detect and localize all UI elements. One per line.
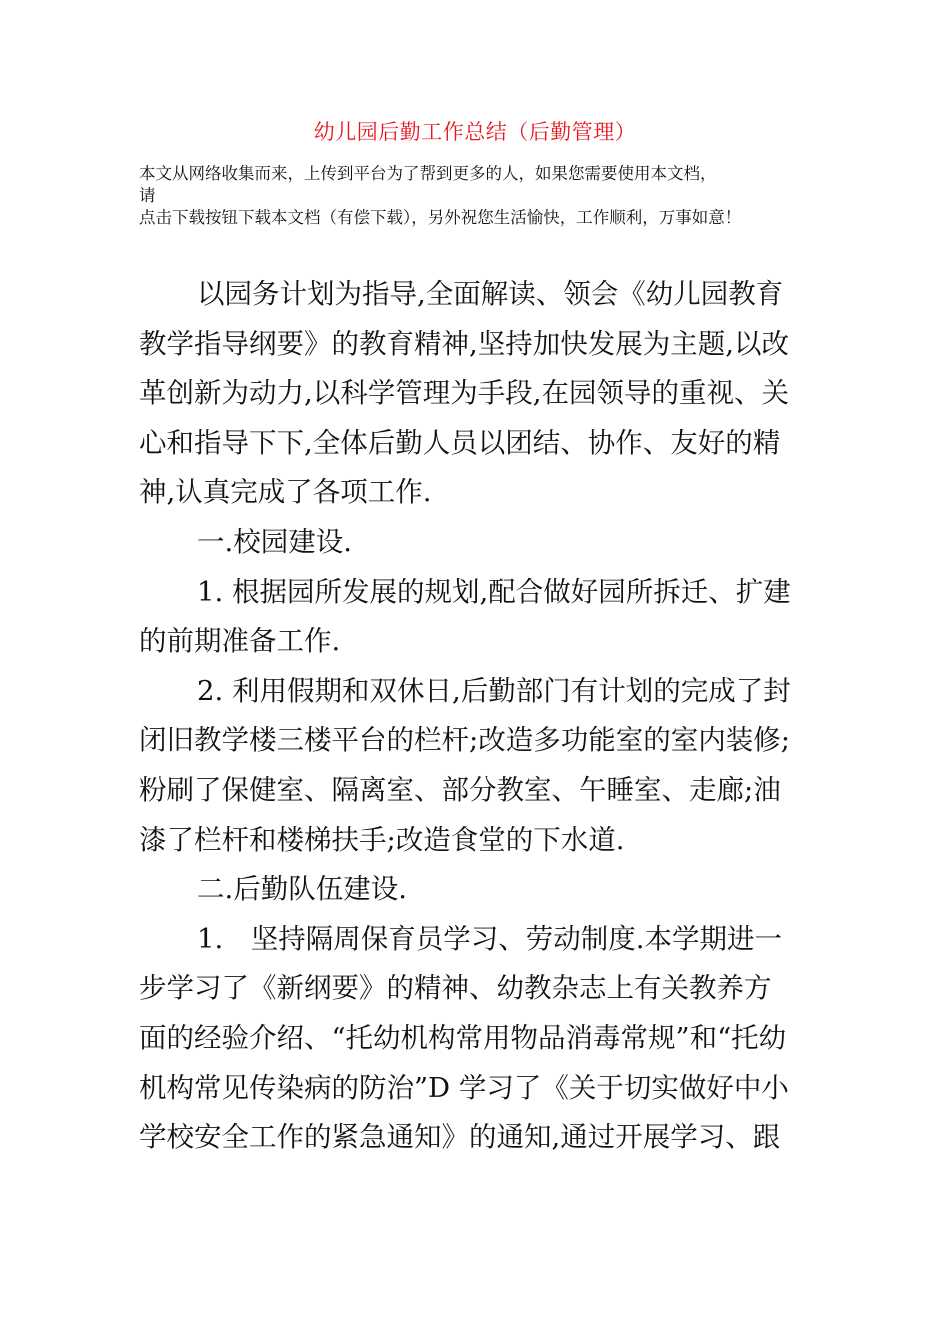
notice-line: 点击下载按钮下载本文档（有偿下载），另外祝您生活愉快，工作顺利，万事如意！ <box>139 208 742 227</box>
paragraph-line: 革创新为动力,以科学管理为手段,在园领导的重视、关 <box>139 377 789 410</box>
paragraph-line: 心和指导下下,全体后勤人员以团结、协作、友好的精 <box>139 426 781 459</box>
paragraph-line: 的前期准备工作. <box>139 625 341 658</box>
notice-line: 本文从网络收集而来，上传到平台为了帮到更多的人，如果您需要使用本文档， <box>139 164 717 183</box>
section-heading: 一.校园建设. <box>197 525 352 558</box>
section-heading: 二.后勤队伍建设. <box>197 873 407 906</box>
paragraph-line: 闭旧教学楼三楼平台的栏杆;改造多功能室的室内装修; <box>139 724 791 757</box>
paragraph-line: 机构常见传染病的防治”D 学习了《关于切实做好中小 <box>139 1071 789 1104</box>
paragraph-line: 1. 根据园所发展的规划,配合做好园所拆迁、扩建 <box>197 575 791 608</box>
download-notice <box>139 163 829 229</box>
paragraph-line: 以园务计划为指导,全面解读、领会《幼儿园教育 <box>197 278 784 310</box>
paragraph-line: 面的经验介绍、“托幼机构常用物品消毒常规”和“托幼 <box>139 1021 787 1054</box>
paragraph-line: 学校安全工作的紧急通知》的通知,通过开展学习、跟 <box>139 1121 781 1154</box>
notice-line: 请 <box>139 186 156 205</box>
paragraph-line: 漆了栏杆和楼梯扶手;改造食堂的下水道. <box>139 823 625 856</box>
document-title: 幼儿园后勤工作总结（后勤管理） <box>313 120 637 144</box>
paragraph-line: 粉刷了保健室、隔离室、部分教室、午睡室、走廊;油 <box>139 773 781 806</box>
paragraph-line: 神,认真完成了各项工作. <box>139 476 432 509</box>
paragraph-line: 2. 利用假期和双休日,后勤部门有计划的完成了封 <box>197 674 791 707</box>
paragraph-line: 1. 坚持隔周保育员学习、劳动制度.本学期进一 <box>197 922 782 955</box>
document-body <box>139 270 819 1163</box>
paragraph-line: 步学习了《新纲要》的精神、幼教杂志上有关教养方 <box>139 972 772 1005</box>
paragraph-line: 教学指导纲要》的教育精神,坚持加快发展为主题,以改 <box>139 327 789 360</box>
